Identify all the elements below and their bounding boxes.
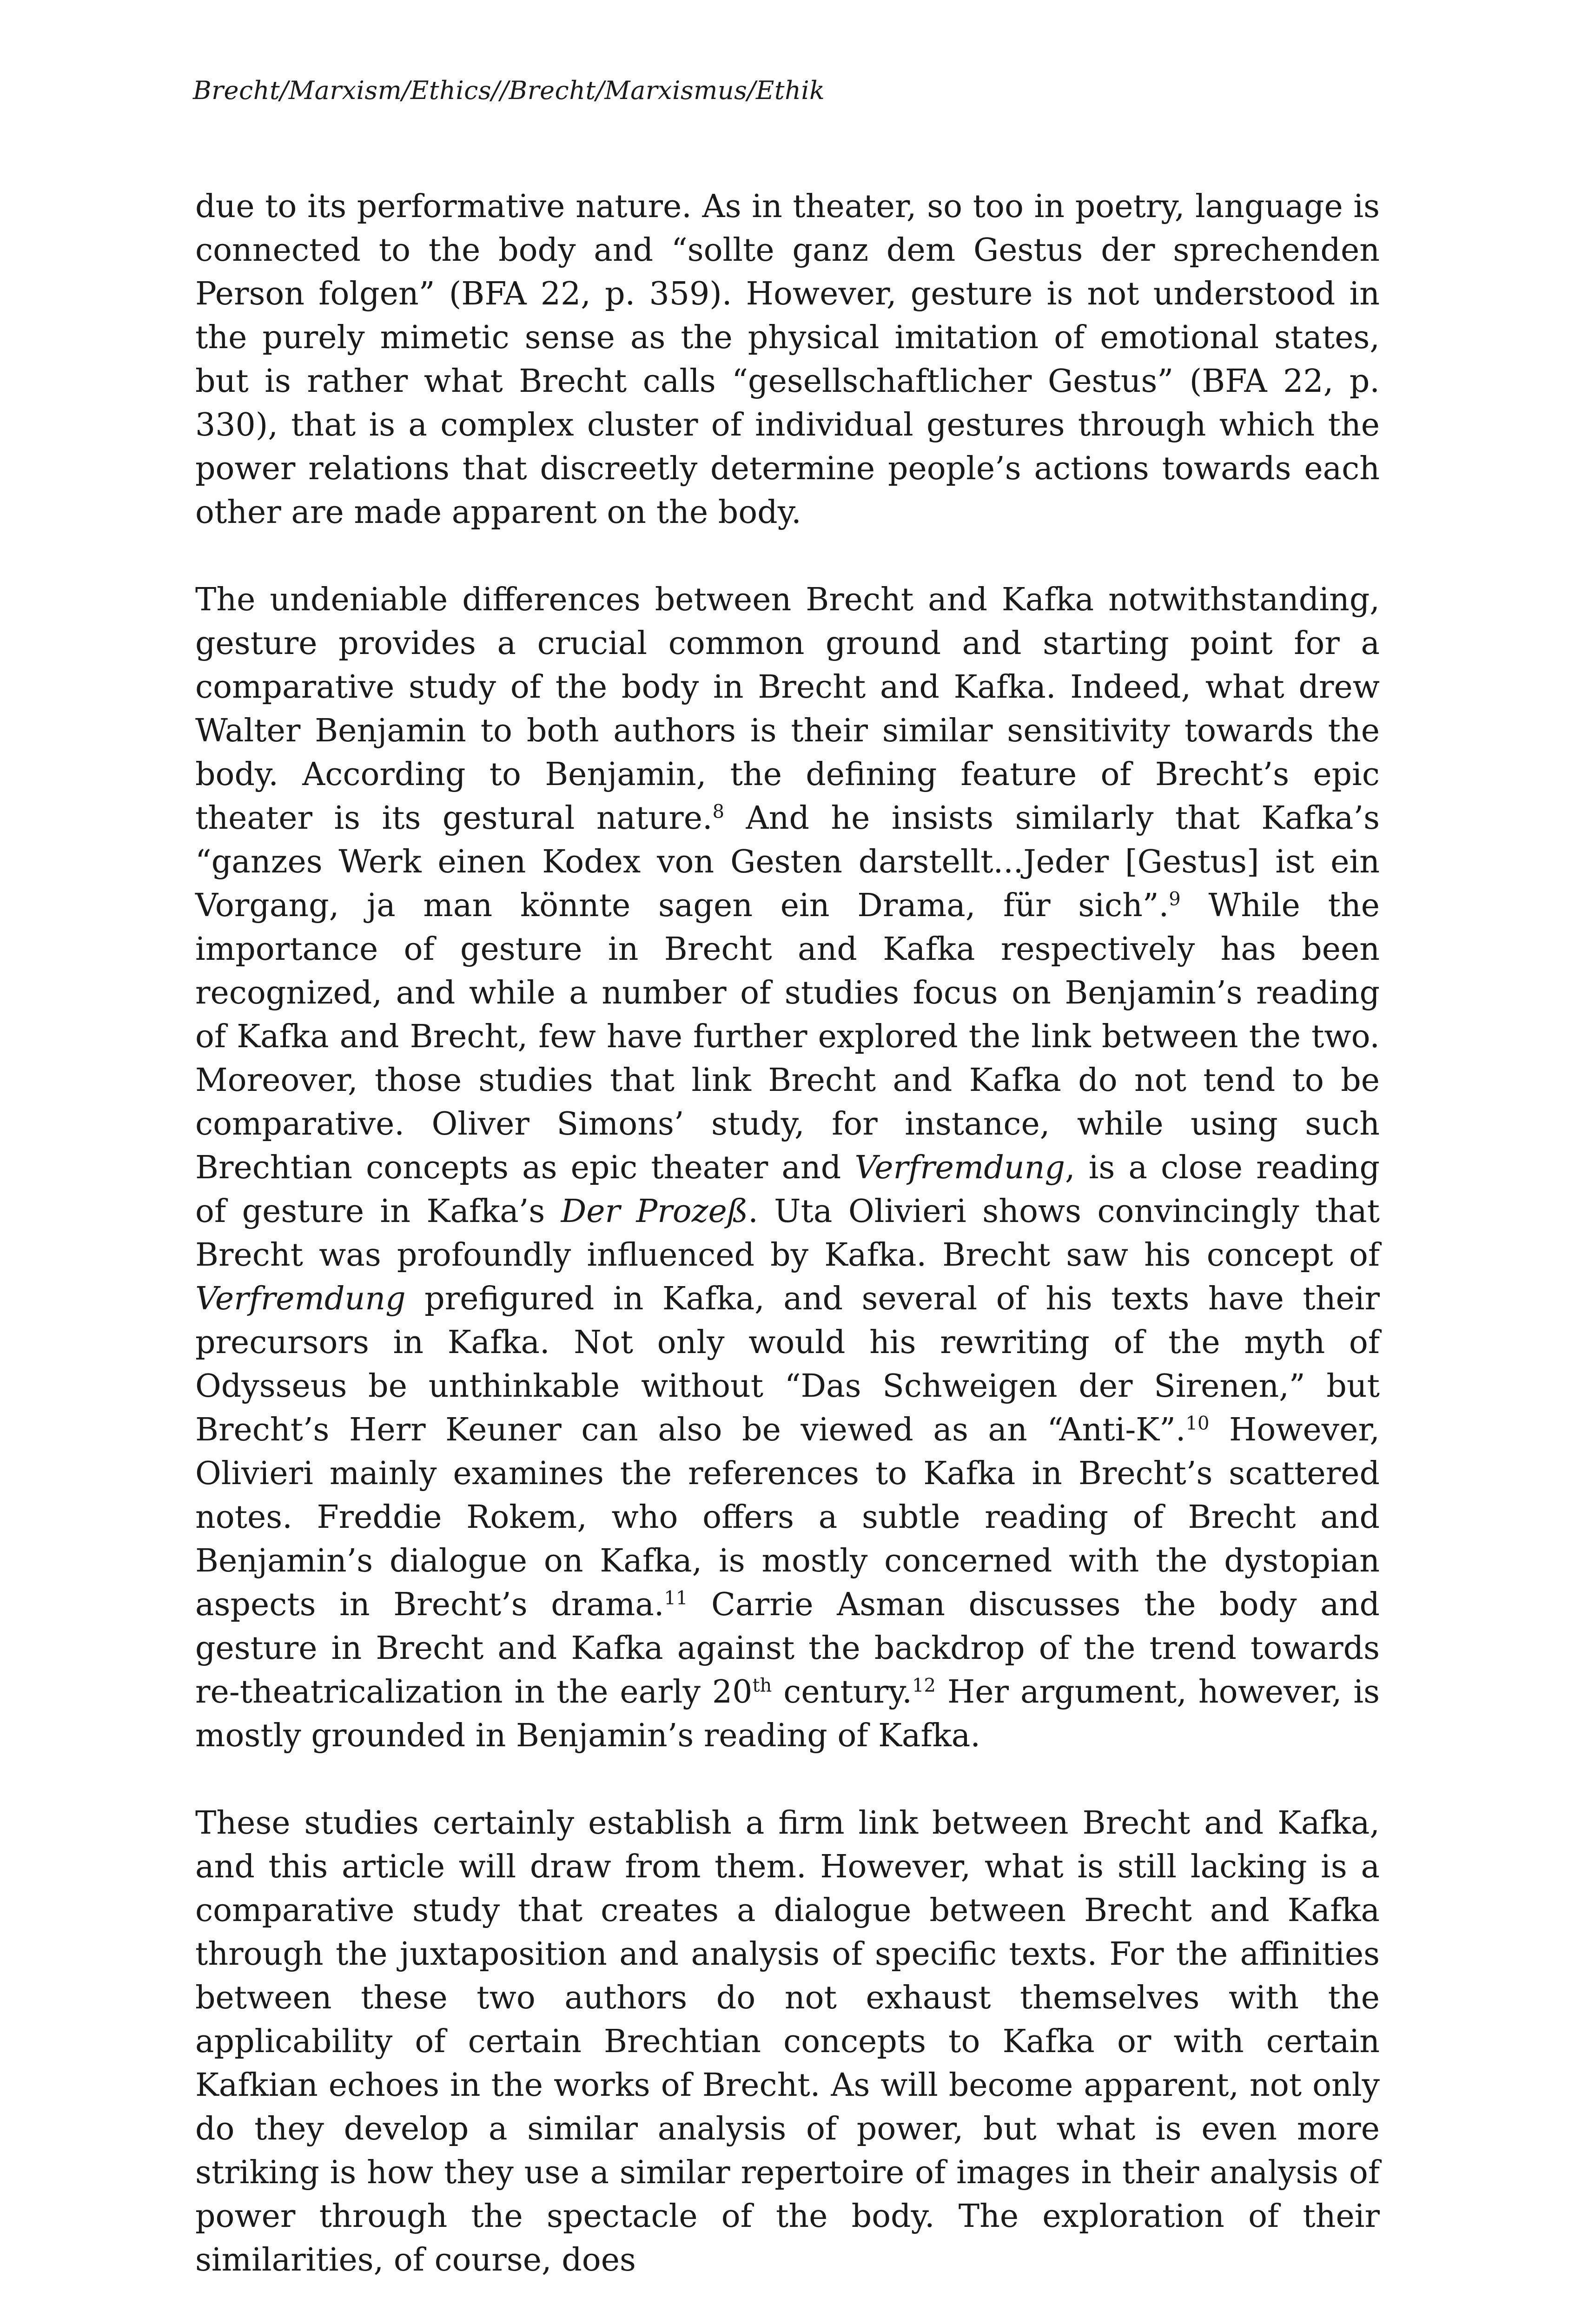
footnote-marker: 8 [712, 801, 725, 823]
footnote-marker: 11 [664, 1587, 688, 1609]
text-run: The undeniable differences between Brecht and Kafka notwithstanding, gesture provides a crucial common ground and starting point for a comparative study of the body in Brecht and Kafka. Indeed, what drew Walter Benjamin to both authors is their similar sensitivity towards the body. According to Benjamin, the defining feature of Brecht’s epic theater is its gestural nature. [195, 581, 1380, 837]
paragraph [195, 578, 1380, 1758]
italic-title: Verfremdung [195, 1281, 406, 1317]
text-run: However, Olivieri mainly examines the references to Kafka in Brecht’s scattered notes. Freddie Rokem, who offers a subtle reading of Brecht and Benjamin’s dialogue on Kafka, is mostly concerned with the dystopian aspects in Brecht’s drama. [195, 1412, 1380, 1623]
footnote-marker: 9 [1169, 888, 1181, 910]
running-header-title: Brecht/Marxism/Ethics//Brecht/Marxismus/Ethik [193, 76, 825, 105]
italic-title: Der Prozeß [561, 1193, 748, 1230]
text-run: prefigured in Kafka, and several of his texts have their precursors in Kafka. Not only would his rewriting of the myth of Odysseus be unthinkable without “Das Schweigen der Sirenen,” but Brecht’s Herr Keuner can also be viewed as an “Anti-K”. [195, 1281, 1380, 1448]
text-run: While the importance of gesture in Brecht and Kafka respectively has been recognized, and while a number of studies focus on Benjamin’s reading of Kafka and Brecht, few have further explored the link between the two. Moreover, those studies that link Brecht and Kafka do not tend to be comparative. Oliver Simons’ study, for instance, while using such Brechtian concepts as epic theater and [195, 887, 1380, 1186]
text-run: And he insists similarly that Kafka’s “ganzes Werk einen Kodex von Gesten darstellt...Jeder [Gestus] ist ein Vorgang, ja man könnte sagen ein Drama, für sich”. [195, 800, 1380, 924]
italic-title: Verfremdung [854, 1149, 1065, 1186]
text-run: Her argument, however, is mostly grounded in Benjamin’s reading of Kafka. [195, 1674, 1380, 1754]
footnote-marker: th [752, 1675, 772, 1697]
text-run: , is a close reading of gesture in Kafka’s [195, 1149, 1380, 1230]
text-run: due to its performative nature. As in theater, so too in poetry, language is connected to the body and “sollte ganz dem Gestus der sprechenden Person folgen” (BFA 22, p. 359). However, gesture is not understood in the purely mimetic sense as the physical imitation of emotional states, but is rather what Brecht calls “gesellschaftlicher Gestus” (BFA 22, p. 330), that is a complex cluster of individual gestures through which the power relations that discreetly determine people’s actions towards each other are made apparent on the body. [195, 188, 1380, 531]
text-run: These studies certainly establish a firm link between Brecht and Kafka, and this article will draw from them. However, what is still lacking is a comparative study that creates a dialogue between Brecht and Kafka through the juxtaposition and analysis of specific texts. For the affinities between these two authors do not exhaust themselves with the applicability of certain Brechtian concepts to Kafka or with certain Kafkian echoes in the works of Brecht. As will become apparent, not only do they develop a similar analysis of power, but what is even more striking is how they use a similar repertoire of images in their analysis of power through the spectacle of the body. The exploration of their similarities, of course, does [195, 1805, 1380, 2278]
text-run: Carrie Asman discusses the body and gesture in Brecht and Kafka against the backdrop of the trend towards re-theatricalization in the early 20 [195, 1586, 1380, 1710]
footnote-marker: 10 [1185, 1413, 1210, 1434]
body-text [195, 185, 1380, 2282]
text-run: century. [772, 1674, 913, 1710]
paragraph [195, 1802, 1380, 2282]
paragraph [195, 185, 1380, 535]
text-run: . Uta Olivieri shows convincingly that Brecht was profoundly influenced by Kafka. Brecht saw his concept of [195, 1193, 1380, 1274]
footnote-marker: 12 [912, 1675, 936, 1697]
